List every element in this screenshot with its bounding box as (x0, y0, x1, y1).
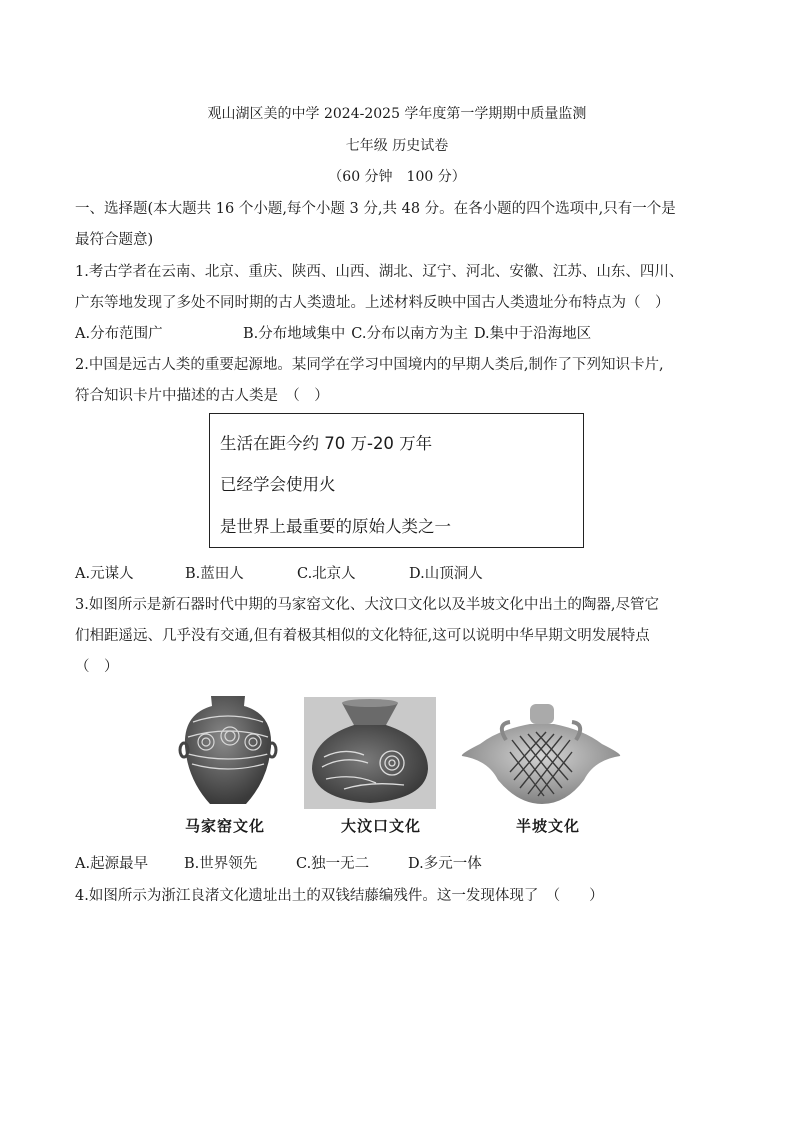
q3-stem-line2: 们相距遥远、几乎没有交通,但有着极其相似的文化特征,这可以说明中华早期文明发展特点 (75, 628, 650, 644)
q1-option-a[interactable]: A.分布范围广 (75, 326, 163, 342)
q2-option-d[interactable]: D.山顶洞人 (409, 566, 483, 582)
majiayao-pottery-image (178, 692, 278, 810)
q4-stem-line1: 4.如图所示为浙江良渚文化遗址出土的双钱结藤编残件。这一发现体现了 （ ） (75, 888, 604, 904)
caption-dawenkou: 大汶口文化 (340, 817, 421, 835)
q1-option-b[interactable]: B.分布地域集中 (243, 326, 346, 342)
q3-option-a[interactable]: A.起源最早 (75, 856, 149, 872)
section-heading-line2: 最符合题意) (75, 232, 154, 248)
q3-option-c[interactable]: C.独一无二 (296, 856, 370, 872)
q2-option-b[interactable]: B.蓝田人 (185, 566, 244, 582)
q1-stem-line1: 1.考古学者在云南、北京、重庆、陕西、山西、湖北、辽宁、河北、安徽、江苏、山东、四川、 (75, 264, 684, 280)
dawenkou-pottery-image (304, 697, 436, 809)
q2-stem-line1: 2.中国是远古人类的重要起源地。某同学在学习中国境内的早期人类后,制作了下列知识卡片, (75, 357, 664, 373)
exam-title: 观山湖区美的中学 2024-2025 学年度第一学期期中质量监测 (207, 106, 587, 122)
q3-stem-line3: （ ） (75, 659, 119, 675)
q3-stem-line1: 3.如图所示是新石器时代中期的马家窑文化、大汶口文化以及半坡文化中出土的陶器,尽管它 (75, 597, 659, 613)
q1-option-c[interactable]: C.分布以南方为主 (351, 326, 468, 342)
q3-option-d[interactable]: D.多元一体 (408, 856, 482, 872)
knowledge-card-line1: 生活在距今约 70 万-20 万年 (220, 434, 433, 453)
section-heading-line1: 一、选择题(本大题共 16 个小题,每个小题 3 分,共 48 分。在各小题的四个选项中,只有一个是 (75, 201, 676, 217)
caption-banpo: 半坡文化 (515, 817, 580, 835)
q2-option-c[interactable]: C.北京人 (297, 566, 356, 582)
q1-stem-line2: 广东等地发现了多处不同时期的古人类遗址。上述材料反映中国古人类遗址分布特点为（ ） (75, 295, 670, 311)
exam-subtitle: 七年级 历史试卷 (345, 138, 449, 154)
caption-majiayao: 马家窑文化 (184, 817, 265, 835)
q1-options (75, 322, 725, 343)
q1-option-d[interactable]: D.集中于沿海地区 (473, 326, 592, 342)
knowledge-card (209, 413, 584, 548)
knowledge-card-line2: 已经学会使用火 (220, 475, 336, 494)
q2-stem-line2: 符合知识卡片中描述的古人类是 （ ） (75, 388, 329, 404)
q2-option-a[interactable]: A.元谋人 (75, 566, 134, 582)
banpo-pottery-image (458, 700, 624, 808)
exam-info: （60 分钟 100 分） (328, 169, 466, 185)
q3-options (75, 852, 725, 873)
knowledge-card-line3: 是世界上最重要的原始人类之一 (220, 517, 451, 536)
q3-option-b[interactable]: B.世界领先 (184, 856, 258, 872)
q2-options (75, 562, 725, 583)
